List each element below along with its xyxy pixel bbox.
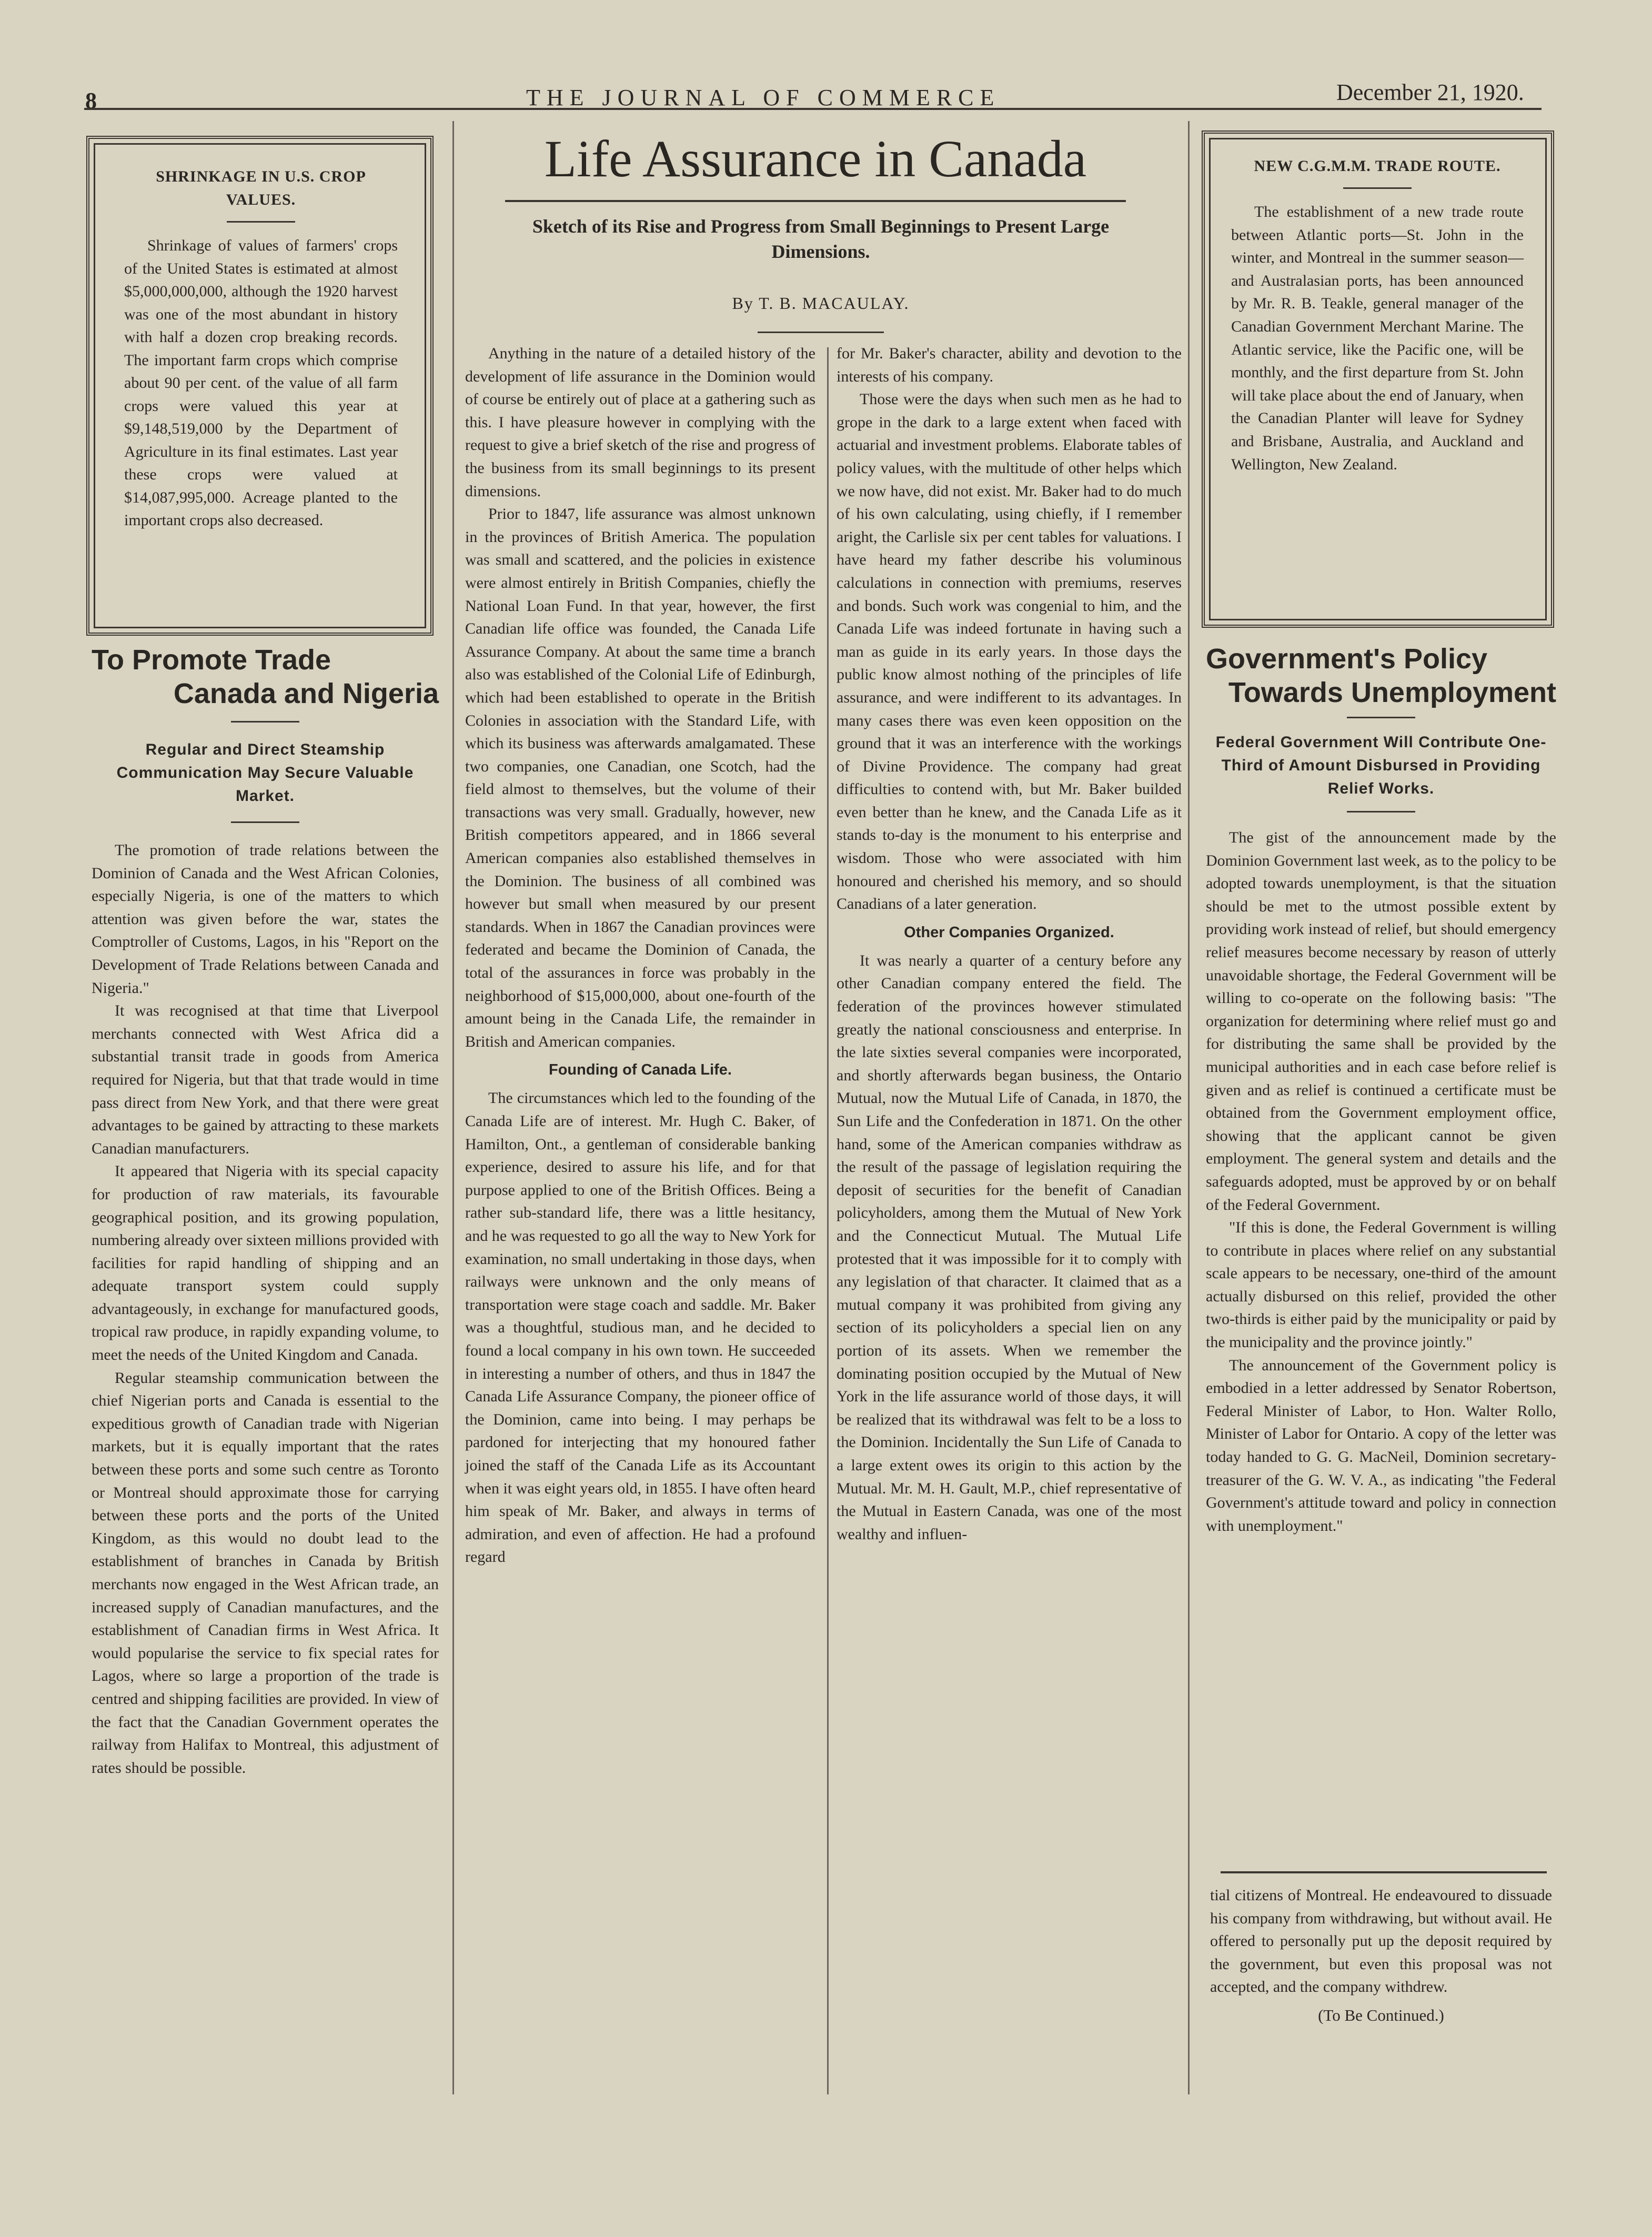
- life-column-2: [837, 342, 1182, 1546]
- life-headline: Life Assurance in Canada: [544, 129, 1087, 188]
- headline-rule: [505, 200, 1126, 202]
- unemployment-headline-1: Government's Policy: [1206, 643, 1488, 675]
- life-subhead-other: Other Companies Organized.: [904, 924, 1114, 941]
- byline-rule: [758, 332, 884, 333]
- unemployment-article: [1206, 642, 1556, 1537]
- page-number: 8: [85, 88, 97, 114]
- paragraph: Those were the days when such men as he had to grope in the dark to a large extent when faced with actuarial and investment problems. Elaborate tables of policy values, with the multitude of other helps which we now have, did not exist. Mr. Baker had to do much of his own calculating, using chiefly, if I remember aright, the Carlisle six per cent tables for valuations. I have heard my father describe his voluminous calculations in connection with premiums, reserves and bonds. Such work was congenial to him, and the Canada Life was indeed fortunate in having such a man as guide in its early years. In those days the public know almost nothing of the principles of life assurance, and were indifferent to its advantages. In many cases there was even keen opposition on the ground that it was an interference with the workings of Divine Providence. The company had great difficulties to contend with, but Mr. Baker builded even better than he knew, and the Canada Life as it stands to-day is the monument to his enterprise and wisdom. Those who were associated with him honoured and cherished his memory, and so should Canadians of a later generation.: [837, 390, 1182, 913]
- unemployment-headline-2: Towards Unemployment: [1228, 677, 1556, 708]
- unemployment-deck: Federal Government Will Contribute One-Third of Amount Disbursed in Providing Relief Works.: [1215, 734, 1547, 797]
- cgmm-box: [1202, 131, 1554, 628]
- paragraph: The gist of the announcement made by the Dominion Government last week, as to the policy to be adopted towards unemployment, is that the situation should be met to the utmost possible extent by providing work instead of relief, but should emergency relief measures become necessary by reason of utterly unavoidable shortage, the Federal Government will be willing to co-operate on the following basis: "The organization for determining where relief must go and for distributing the same shall be provided by the municipal authorities and in each case before relief is given and as relief is continued a certificate must be obtained from the Government employment office, showing that the applicant cannot be given employment. The general system and details and the safeguards adopted, must be approved by or on behalf of the Federal Government.: [1206, 829, 1556, 1213]
- section-rule: [1221, 1871, 1547, 1873]
- cgmm-text: The establishment of a new trade route between Atlantic ports—St. John in the winter, and Montreal in the summer season—and Australasian ports, has been announced by Mr. R. B. Teakle, general manager of the Canadian Government Merchant Marine. The Atlantic service, like the Pacific one, will be monthly, and the first departure from St. John will take place about the end of January, when the Canadian Planter will leave for Sydney and Brisbane, Australia, and Auckland and Wellington, New Zealand.: [1231, 203, 1524, 473]
- journal-title: THE JOURNAL OF COMMERCE: [526, 85, 1001, 111]
- column-divider: [1188, 121, 1190, 2094]
- continuation-text: tial citizens of Montreal. He endeavoured to dissuade his company from withdrawing, but without avail. He offered to personally put up the deposit required by the government, but even this proposal was not accepted, and the company withdrew.: [1210, 1887, 1552, 1996]
- paragraph: Anything in the nature of a detailed history of the development of life assurance in the Dominion would of course be entirely out of place at a gathering such as this. I have pleasure however in complying with the request to give a brief sketch of the rise and progress of the business from its small beginnings to its present dimensions.: [465, 345, 815, 500]
- paragraph: It was recognised at that time that Liverpool merchants connected with West Africa did a substantial transit trade in goods from America required for Nigeria, but that that trade would in time pass direct from New York, and that there were great advantages to be gained by attracting to these markets Canadian manufacturers.: [92, 1002, 439, 1157]
- paragraph: Regular steamship communication between the chief Nigerian ports and Canada is essential to the expeditious growth of Canadian trade with Nigerian markets, but it is equally important that the rates between these ports and some such centre as Toronto or Montreal should approximate those for carrying between these ports and the ports of the United Kingdom, as this would no doubt lead to the establishment of branches in Canada by British merchants now engaged in the West African trade, an increased supply of Canadian manufactures, and the establishment of Canadian firms in West Africa. It would popularise the service to fix special rates for Lagos, where so large a proportion of the trade is centred and shipping facilities are provided. In view of the fact that the Canadian Government operates the railway from Halifax to Montreal, this adjustment of rates should be possible.: [92, 1369, 439, 1777]
- paragraph: It appeared that Nigeria with its special capacity for production of raw materials, its favourable geographical position, and its growing population, numbering already over sixteen millions provided with facilities for rapid handling of shipping and an adequate transport system could supply advantageously, in exchange for manufactured goods, tropical raw produce, in rapidly expanding volume, to meet the needs of the United Kingdom and Canada.: [92, 1162, 439, 1364]
- nigeria-deck: Regular and Direct Steamship Communication May Secure Valuable Market.: [116, 741, 414, 805]
- paragraph: The circumstances which led to the founding of the Canada Life are of interest. Mr. Hugh C. Baker, of Hamilton, Ont., a gentleman of considerable banking experience, desired to assure his life, and for that purpose applied to one of the British Offices. Being a rather sub-standard life, there was a little hesitancy, and he was requested to go all the way to New York for examination, no small undertaking in those days, when railways were unknown and the only means of transportation were stage coach and saddle. Mr. Baker was a thoughtful, studious man, and he decided to found a local company in his own town. He succeeded in interesting a number of others, and thus in 1847 the Canada Life Assurance Company, the pioneer office of the Dominion, came into being. I may perhaps be pardoned for interjecting that my honoured father joined the staff of the Canada Life as its Accountant when it was eight years old, in 1855. I have often heard him speak of Mr. Baker, and always in terms of admiration, and even of affection. He had a profound regard: [465, 1089, 815, 1566]
- paragraph: It was nearly a quarter of a century before any other Canadian company entered the field. The federation of the provinces however stimulated greatly the national consciousness and enterprise. In the late sixties several companies were incorporated, and shortly afterwards began business, the Ontario Mutual, now the Mutual Life of Canada, in 1870, the Sun Life and the Confederation in 1871. On the other hand, some of the American companies withdraw as the result of the passage of legislation requiring the deposit of securities for the benefit of Canadian policyholders, among them the Mutual of New York and the Connecticut Mutual. The Mutual Life protested that it was impossible for it to comply with any legislation of that character. It claimed that as a mutual company it was prohibited from giving any section of its policyholders a special lien on any portion of its assets. When we remember the dominating position occupied by the Mutual of New York in the life assurance world of those days, it will be realized that its withdrawal was felt to be a loss to the Dominion. Incidentally the Sun Life of Canada to a large extent owes its origin to this action by the Mutual. Mr. M. H. Gault, M.P., chief representative of the Mutual in Eastern Canada, was one of the most wealthy and influen-: [837, 951, 1182, 1543]
- cgmm-title: NEW C.G.M.M. TRADE ROUTE.: [1254, 157, 1501, 175]
- shrinkage-text: Shrinkage of values of farmers' crops of the United States is estimated at almost $5,000,000,000, although the 1920 harvest was one of the most abundant in history with half a dozen crop breaking records. The important farm crops which comprise about 90 per cent. of the value of all farm crops were valued this year at $9,148,519,000 by the Department of Agriculture in its final estimates. Last year these crops were valued at $14,087,995,000. Acreage planted to the important crops also decreased.: [124, 237, 398, 529]
- nigeria-headline-2: Canada and Nigeria: [173, 678, 439, 709]
- continuation-block: [1210, 1884, 1552, 2025]
- paragraph: The promotion of trade relations between the Dominion of Canada and the West African Colonies, especially Nigeria, is one of the matters to which attention was given before the war, states the Comptroller of Customs, Lagos, in his "Report on the Development of Trade Relations between Canada and Nigeria.": [92, 841, 439, 997]
- paragraph: The announcement of the Government policy is embodied in a letter addressed by Senator Robertson, Federal Minister of Labor, to Hon. Walter Rollo, Minister of Labor for Ontario. A copy of the letter was today handed to G. G. MacNeil, Dominion secretary-treasurer of the G. W. V. A., as indicating "the Federal Government's attitude toward and policy in connection with unemployment.": [1206, 1356, 1556, 1534]
- shrinkage-title: SHRINKAGE IN U.S. CROP VALUES.: [156, 168, 366, 208]
- paragraph: for Mr. Baker's character, ability and devotion to the interests of his company.: [837, 345, 1182, 385]
- column-divider: [452, 121, 454, 2094]
- life-column-1: [465, 342, 815, 1569]
- nigeria-article: [92, 643, 439, 1779]
- paragraph: Prior to 1847, life assurance was almost unknown in the provinces of British America. The population was small and scattered, and the policies in existence were almost entirely in British Companies, chiefly the National Loan Fund. In that year, however, the first Canadian life office was founded, the Canada Life Assurance Company. At about the same time a branch also was established of the Colonial Life of Edinburgh, which had been established to operate in the British Colonies in association with the Standard Life, with which its business was afterwards amalgamated. These two companies, one Canadian, one Scotch, had the field almost to themselves, but the volume of their transactions was very small. Gradually, however, new British competitors appeared, and in 1866 several American companies also established themselves in the Dominion. The business of all combined was however but small when measured by our present standards. When in 1867 the Canadian provinces were federated and became the Dominion of Canada, the total of the assurances in force was probably in the neighborhood of $15,000,000, about one-fourth of the amount being in the Canada Life, the remainder in British and American companies.: [465, 505, 815, 1050]
- nigeria-headline-1: To Promote Trade: [92, 644, 331, 676]
- paragraph: "If this is done, the Federal Government is willing to contribute in places where relief on any substantial scale appears to be necessary, one-third of the amount actually disbursed on this relief, provided the other two-thirds is either paid by the municipality or paid by the municipality and the province jointly.": [1206, 1219, 1556, 1351]
- life-subheadline: Sketch of its Rise and Progress from Small Beginnings to Present Large Dimensions.: [532, 216, 1110, 262]
- header-rule: [84, 108, 1542, 110]
- column-divider: [827, 347, 829, 2094]
- life-byline: By T. B. MACAULAY.: [732, 294, 910, 313]
- continued-note: (To Be Continued.): [1318, 2005, 1444, 2024]
- life-subhead-founding: Founding of Canada Life.: [549, 1061, 732, 1079]
- shrinkage-box: [86, 136, 434, 636]
- issue-date: December 21, 1920.: [1336, 79, 1524, 105]
